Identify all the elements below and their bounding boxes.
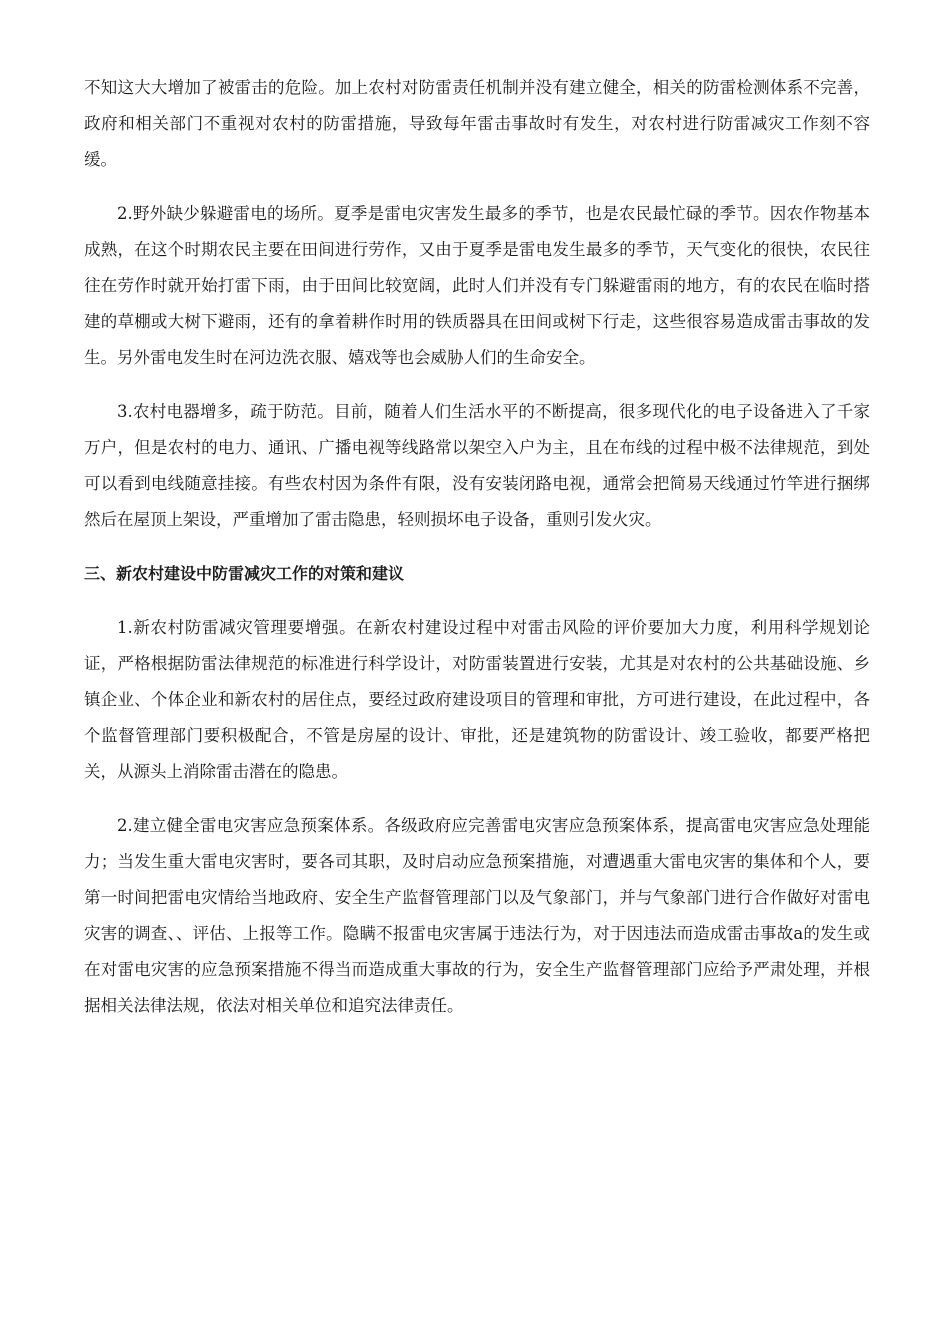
paragraph-continuation: 不知这大大增加了被雷击的危险。加上农村对防雷责任机制并没有建立健全，相关的防雷检测体系不完善，政府和相关部门不重视对农村的防雷措施，导致每年雷击事故时有发生，对农村进行防雷减灾工作刻不容缓。 <box>84 78 870 169</box>
document-body <box>84 70 870 1042</box>
section-paragraph-1: 1.新农村防雷减灾管理要增强。在新农村建设过程中对雷击风险的评价要加大力度，利用科学规划论证，严格根据防雷法律规范的标准进行科学设计，对防雷装置进行安装，尤其是对农村的公共基础设施、乡镇企业、个体企业和新农村的居住点，要经过政府建设项目的管理和审批，方可进行建设，在此过程中，各个监督管理部门要积极配合，不管是房屋的设计、审批，还是建筑物的防雷设计、竣工验收，都要严格把关，从源头上消除雷击潜在的隐患。 <box>84 618 870 781</box>
section-heading: 三、新农村建设中防雷减灾工作的对策和建议 <box>84 564 405 583</box>
paragraph-item-2: 2.野外缺少躲避雷电的场所。夏季是雷电灾害发生最多的季节，也是农民最忙碌的季节。因农作物基本成熟，在这个时期农民主要在田间进行劳作，又由于夏季是雷电发生最多的季节，天气变化的很快，农民往往在劳作时就开始打雷下雨，由于田间比较宽阔，此时人们并没有专门躲避雷雨的地方，有的农民在临时搭建的草棚或大树下避雨，还有的拿着耕作时用的铁质器具在田间或树下行走，这些很容易造成雷击事故的发生。另外雷电发生时在河边洗衣服、嬉戏等也会威胁人们的生命安全。 <box>84 204 870 367</box>
paragraph-item-3: 3.农村电器增多，疏于防范。目前，随着人们生活水平的不断提高，很多现代化的电子设备进入了千家万户，但是农村的电力、通讯、广播电视等线路常以架空入户为主，且在布线的过程中极不法律规范，到处可以看到电线随意挂接。有些农村因为条件有限，没有安装闭路电视，通常会把简易天线通过竹竿进行捆绑然后在屋顶上架设，严重增加了雷击隐患，轻则损坏电子设备，重则引发火灾。 <box>84 402 870 529</box>
section-paragraph-2: 2.建立健全雷电灾害应急预案体系。各级政府应完善雷电灾害应急预案体系，提高雷电灾害应急处理能力；当发生重大雷电灾害时，要各司其职，及时启动应急预案措施，对遭遇重大雷电灾害的集体和个人，要第一时间把雷电灾情给当地政府、安全生产监督管理部门以及气象部门，并与气象部门进行合作做好对雷电灾害的调查、、评估、上报等工作。隐瞒不报雷电灾害属于违法行为，对于因违法而造成雷击事故a的发生或在对雷电灾害的应急预案措施不得当而造成重大事故的行为，安全生产监督管理部门应给予严肃处理，并根据相关法律法规，依法对相关单位和追究法律责任。 <box>84 816 870 1015</box>
